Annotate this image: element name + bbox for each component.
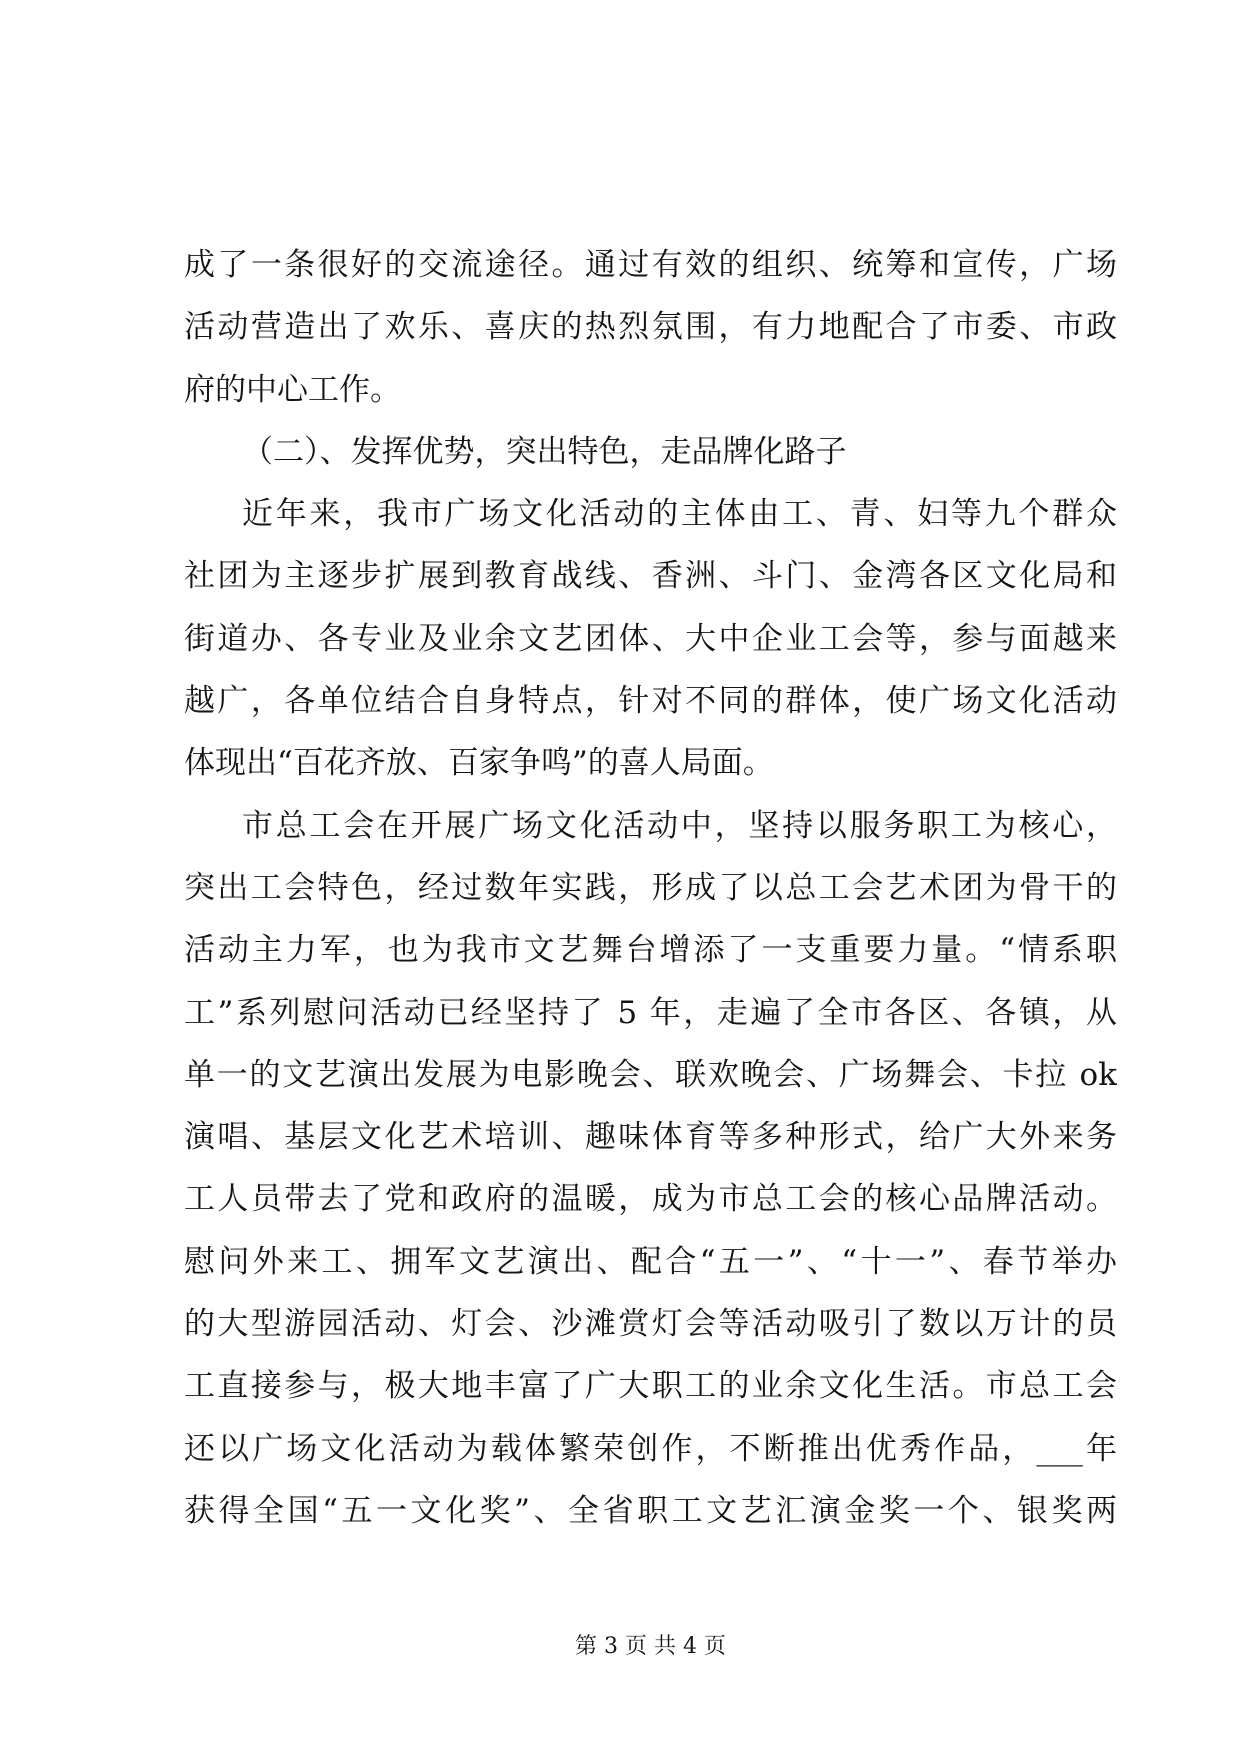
text-line: 体现出“百花齐放、百家争鸣”的喜人局面。	[184, 745, 774, 782]
text-line: 越广，各单位结合自身特点，针对不同的群体，使广场文化活动	[184, 683, 1117, 720]
text-line: 突出工会特色，经过数年实践，形成了以总工会艺术团为骨干的	[184, 869, 1117, 906]
text-line: 成了一条很好的交流途径。通过有效的组织、统筹和宣传，广场	[184, 247, 1117, 283]
text-line: 工直接参与，极大地丰富了广大职工的业余文化生活。市总工会	[184, 1368, 1117, 1405]
text-line: 社团为主逐步扩展到教育战线、香洲、斗门、金湾各区文化局和	[184, 558, 1117, 595]
paragraph	[184, 234, 1117, 421]
document-body	[184, 234, 1117, 1542]
text-line: 工”系列慰问活动已经坚持了 5 年，走遍了全市各区、各镇，从	[184, 994, 1117, 1031]
text-line: 近年来，我市广场文化活动的主体由工、青、妇等九个群众	[242, 496, 1117, 533]
text-line: 工人员带去了党和政府的温暖，成为市总工会的核心品牌活动。	[184, 1181, 1117, 1218]
text-line: 还以广场文化活动为载体繁荣创作，不断推出优秀作品，___年	[184, 1430, 1117, 1467]
text-line: 获得全国“五一文化奖”、全省职工文艺汇演金奖一个、银奖两	[184, 1492, 1117, 1529]
text-line: 演唱、基层文化艺术培训、趣味体育等多种形式，给广大外来务	[184, 1119, 1117, 1156]
section-heading-text: （二）、发挥优势，突出特色，走品牌化路子	[242, 433, 847, 470]
text-line: 单一的文艺演出发展为电影晚会、联欢晚会、广场舞会、卡拉 ok	[184, 1056, 1117, 1093]
text-line: 街道办、各专业及业余文艺团体、大中企业工会等，参与面越来	[184, 620, 1117, 657]
text-line: 活动主力军，也为我市文艺舞台增添了一支重要力量。“情系职	[184, 932, 1117, 969]
page-footer: 第 3 页 共 4 页	[575, 1634, 726, 1659]
text-line: 慰问外来工、拥军文艺演出、配合“五一”、“十一”、春节举办	[184, 1243, 1117, 1280]
paragraph	[184, 483, 1117, 794]
text-line: 活动营造出了欢乐、喜庆的热烈氛围，有力地配合了市委、市政	[184, 309, 1117, 346]
section-heading	[184, 421, 1117, 483]
text-line: 府的中心工作。	[184, 371, 401, 408]
text-line: 市总工会在开展广场文化活动中，坚持以服务职工为核心，	[242, 807, 1117, 844]
paragraph	[184, 795, 1117, 1543]
text-line: 的大型游园活动、灯会、沙滩赏灯会等活动吸引了数以万计的员	[184, 1306, 1117, 1343]
